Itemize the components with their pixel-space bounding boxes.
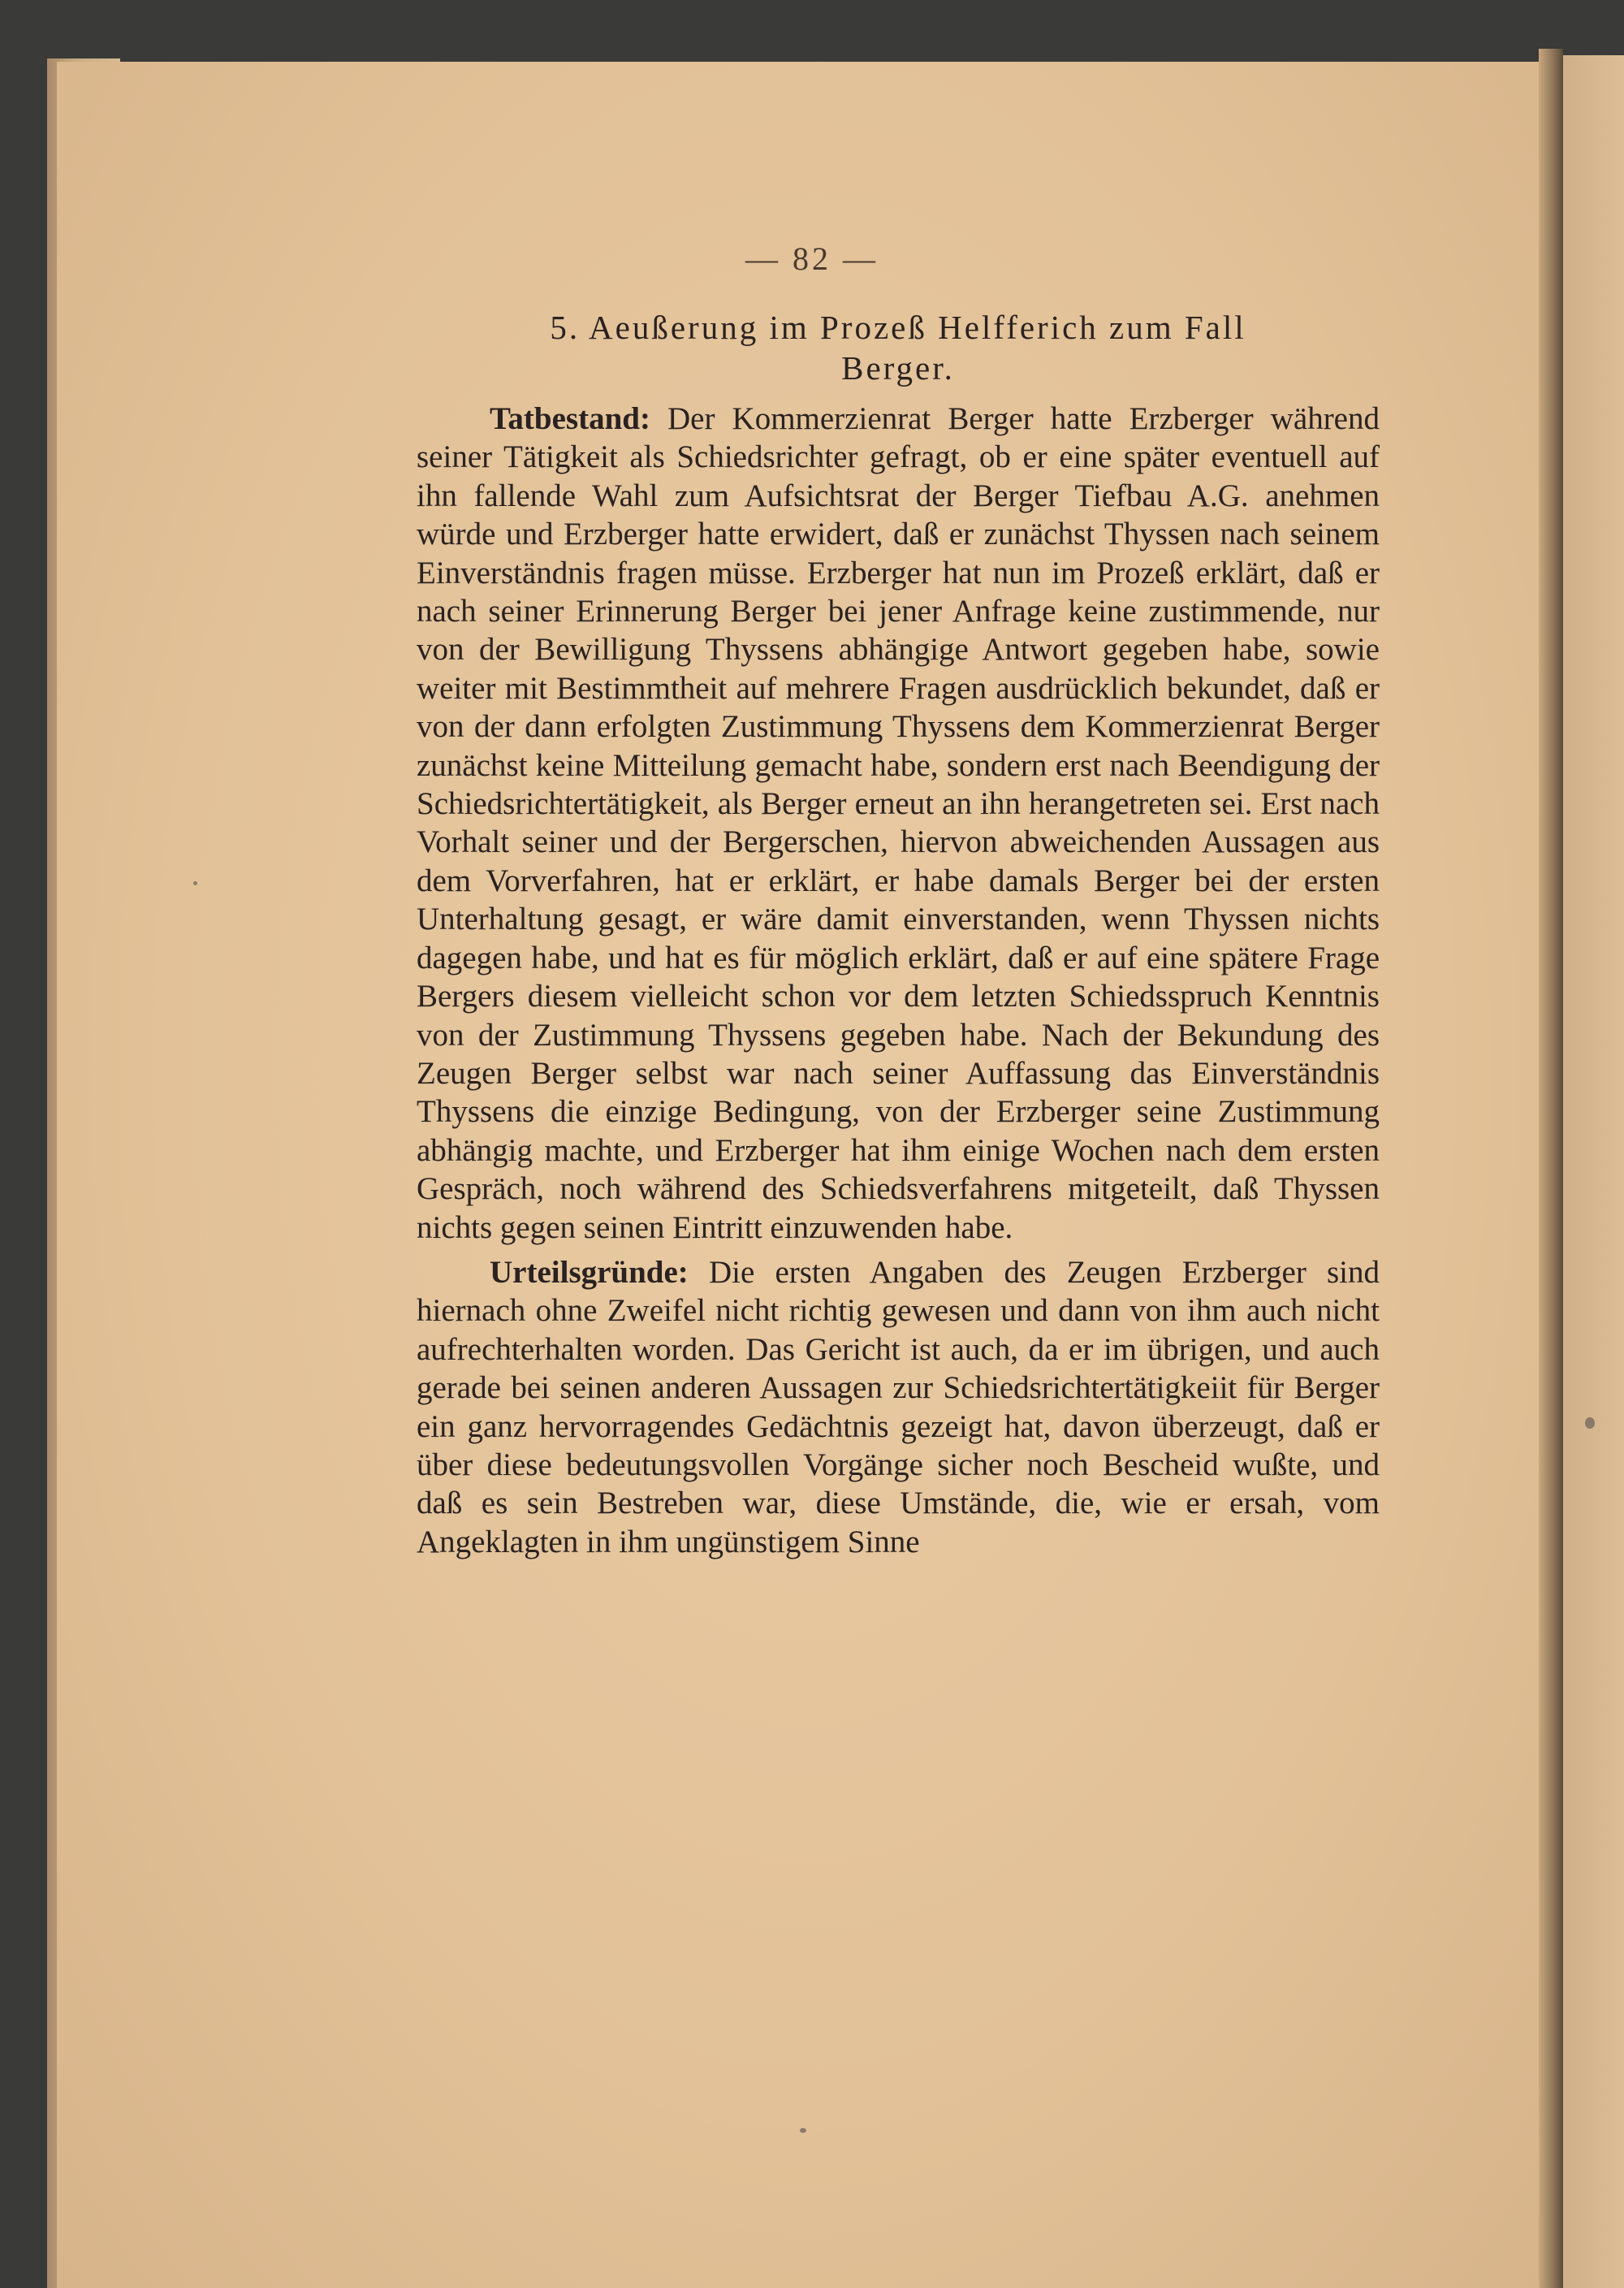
book-gutter <box>1539 49 1563 2288</box>
section-heading-line2: Berger. <box>841 349 955 387</box>
paragraph-lead-tatbestand: Tatbestand: <box>490 401 650 436</box>
paragraph-lead-urteilsgruende: Urteilsgründe: <box>490 1254 689 1290</box>
section-heading <box>417 307 1380 388</box>
page-number: — 82 — <box>745 240 879 277</box>
section-heading-line1: 5. Aeußerung im Prozeß Helfferich zum Fall <box>550 309 1246 346</box>
paper-speck <box>193 881 197 885</box>
paragraph-text-urteilsgruende: Die ersten Angaben des Zeugen Erzberger sind hiernach ohne Zweifel nicht richtig gewesen und dann von ihm auch nicht aufrechterhalten worden. Das Gericht ist auch, da er im übrigen, und auch gerade bei seinen anderen Aussagen zur Schiedsrichtertätigkeiit für Berger ein ganz hervorragendes Gedächtnis gezeigt hat, davon überzeugt, daß er über diese bedeutungsvollen Vorgänge sicher noch Bescheid wußte, und daß es sein Bestreben war, diese Umstände, die, wie er ersah, vom Angeklagten in ihm ungünstigem Sinne <box>417 1254 1380 1559</box>
paper-speck <box>1585 1417 1595 1429</box>
paragraph-tatbestand <box>417 400 1380 1247</box>
paragraph-text-tatbestand: Der Kommerzienrat Berger hatte Erzberger während seiner Tätigkeit als Schiedsrichter gefragt, ob er eine später eventuell auf ihn fallende Wahl zum Aufsichtsrat der Berger Tiefbau A.G. anehmen würde und Erzberger hatte erwidert, daß er zunächst Thyssen nach seinem Einverständnis fragen müsse. Erzberger hat nun im Prozeß erklärt, daß er nach seiner Erinnerung Berger bei jener Anfrage keine zustimmende, nur von der Bewilligung Thyssens abhängige Antwort gegeben habe, sowie weiter mit Bestimmtheit auf mehrere Fragen ausdrücklich bekundet, daß er von der dann erfolgten Zustimmung Thyssens dem Kommerzienrat Berger zunächst keine Mitteilung gemacht habe, sondern erst nach Beendigung der Schiedsrichtertätigkeit, als Berger erneut an ihn herangetreten sei. Erst nach Vorhalt seiner und der Bergerschen, hiervon abweichenden Aussagen aus dem Vorverfahren, hat er erklärt, er habe damals Berger bei der ersten Unterhaltung gesagt, er wäre damit einverstanden, wenn Thyssen nichts dagegen habe, und hat es für möglich erklärt, daß er auf eine spätere Frage Bergers diesem vielleicht schon vor dem letzten Schiedsspruch Kenntnis von der Zustimmung Thyssens gegeben habe. Nach der Bekundung des Zeugen Berger selbst war nach seiner Auffassung das Einverständnis Thyssens die einzige Bedingung, von der Erzberger seine Zustimmung abhängig machte, und Erzberger hat ihm einige Wochen nach dem ersten Gespräch, noch während des Schiedsverfahrens mitgeteilt, daß Thyssen nichts gegen seinen Eintritt einzuwenden habe. <box>417 401 1380 1245</box>
next-page-edge <box>1563 55 1624 2288</box>
paper-speck <box>800 2128 806 2133</box>
page-text <box>417 307 1380 1561</box>
paragraph-urteilsgruende <box>417 1253 1380 1561</box>
